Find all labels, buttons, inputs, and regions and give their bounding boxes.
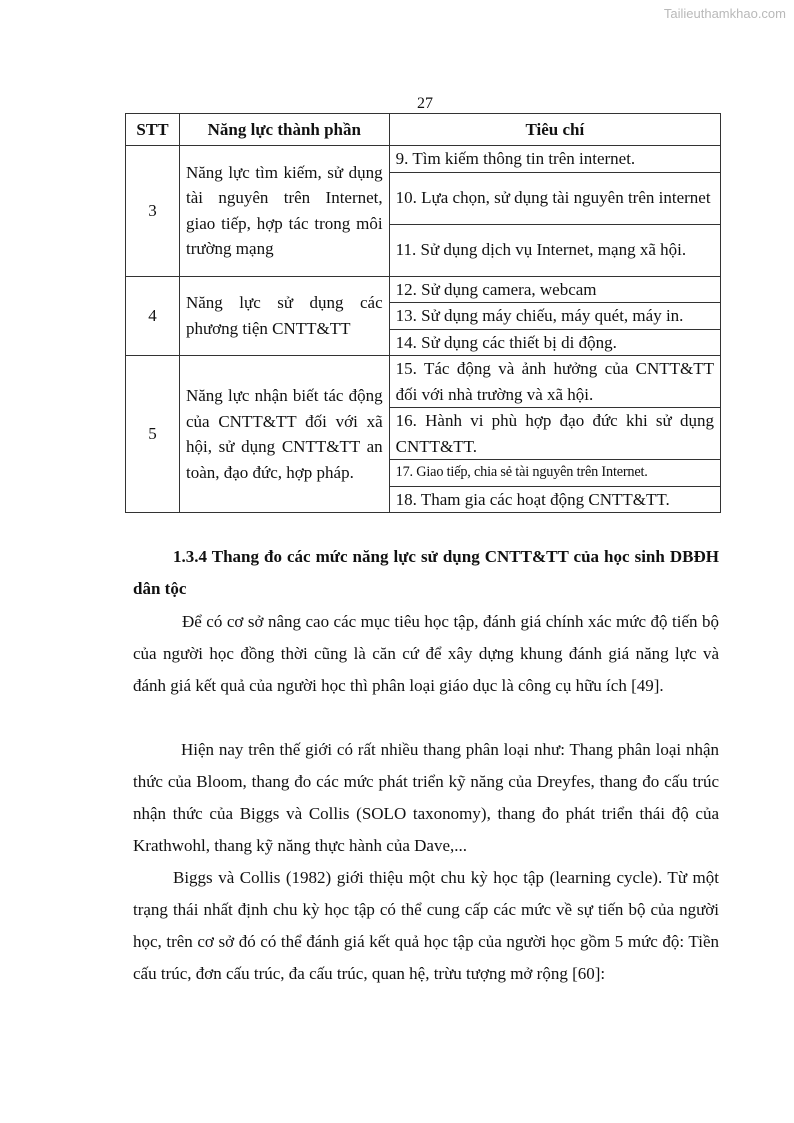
criterion-cell: 12. Sử dụng camera, webcam [389, 276, 720, 303]
page-number: 27 [417, 95, 433, 112]
criterion-cell: 18. Tham gia các hoạt động CNTT&TT. [389, 486, 720, 513]
header-criteria: Tiêu chí [389, 114, 720, 146]
header-component: Năng lực thành phần [179, 114, 389, 146]
criterion-cell: 16. Hành vi phù hợp đạo đức khi sử dụng CNTT&TT. [389, 408, 720, 460]
criterion-cell: 10. Lựa chọn, sử dụng tài nguyên trên internet [389, 172, 720, 224]
stt-cell: 3 [126, 146, 180, 277]
paragraph: Biggs và Collis (1982) giới thiệu một chu kỳ học tập (learning cycle). Từ một trạng thái nhất định chu kỳ học tập có thể cung cấp các mức về sự tiến bộ của người học, trên cơ sở đó có thể đánh giá kết quả học tập của người học gồm 5 mức độ: Tiền cấu trúc, đơn cấu trúc, đa cấu trúc, quan hệ, trừu tượng mở rộng [60]: [133, 868, 719, 983]
criterion-cell: 9. Tìm kiếm thông tin trên internet. [389, 146, 720, 173]
criterion-cell: 14. Sử dụng các thiết bị di động. [389, 329, 720, 356]
stt-cell: 4 [126, 276, 180, 356]
table-header-row [126, 114, 721, 146]
component-cell: Năng lực tìm kiếm, sử dụng tài nguyên trên Internet, giao tiếp, hợp tác trong môi trường mạng [179, 146, 389, 277]
table-row [126, 276, 721, 303]
table-row [126, 356, 721, 408]
competency-table [125, 113, 721, 513]
criterion-cell: 13. Sử dụng máy chiếu, máy quét, máy in. [389, 303, 720, 330]
table-row [126, 146, 721, 173]
criterion-cell: 15. Tác động và ảnh hưởng của CNTT&TT đối với nhà trường và xã hội. [389, 356, 720, 408]
header-stt: STT [126, 114, 180, 146]
watermark: Tailieuthamkhao.com [663, 6, 786, 21]
criterion-cell: 11. Sử dụng dịch vụ Internet, mạng xã hội. [389, 224, 720, 276]
paragraph: Hiện nay trên thế giới có rất nhiều thang phân loại như: Thang phân loại nhận thức của Bloom, thang đo các mức phát triển kỹ năng của Dreyfes, thang đo cấu trúc nhận thức của Biggs và Collis (SOLO taxonomy), thang đo phát triển thái độ của Krathwohl, thang kỹ năng thực hành của Dave,... [133, 740, 719, 855]
section-heading: 1.3.4 Thang đo các mức năng lực sử dụng CNTT&TT của học sinh DBĐH dân tộc [133, 547, 719, 598]
stt-cell: 5 [126, 356, 180, 513]
component-cell: Năng lực nhận biết tác động của CNTT&TT đối với xã hội, sử dụng CNTT&TT an toàn, đạo đức, hợp pháp. [179, 356, 389, 513]
criterion-cell: 17. Giao tiếp, chia sẻ tài nguyên trên Internet. [389, 460, 720, 487]
component-cell: Năng lực sử dụng các phương tiện CNTT&TT [179, 276, 389, 356]
paragraph: Để có cơ sở nâng cao các mục tiêu học tập, đánh giá chính xác mức độ tiến bộ của người học đồng thời cũng là căn cứ để xây dựng khung đánh giá năng lực và đánh giá kết quả của người học thì phân loại giáo dục là công cụ hữu ích [49]. [133, 612, 719, 695]
